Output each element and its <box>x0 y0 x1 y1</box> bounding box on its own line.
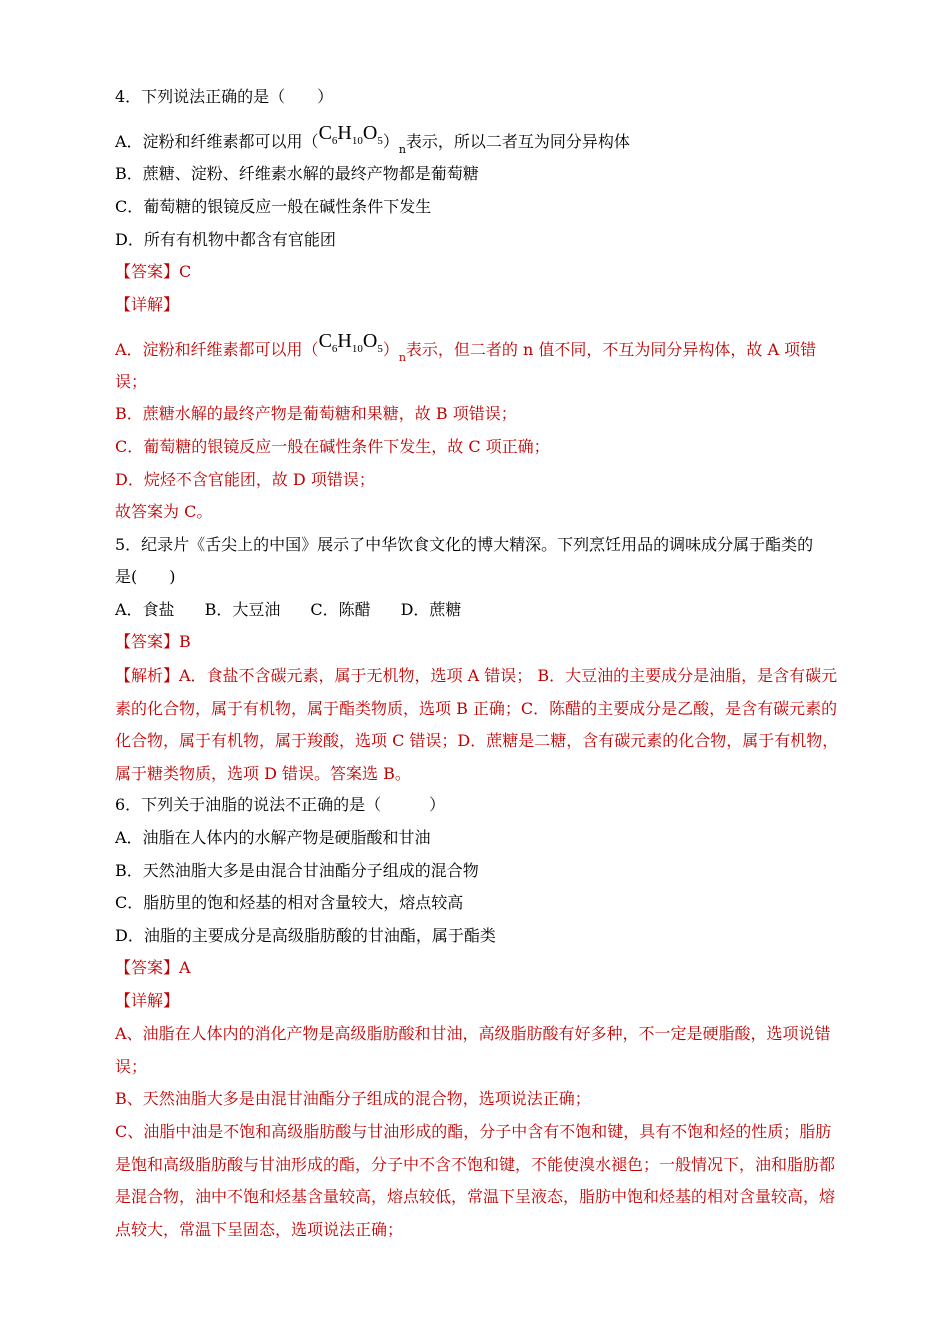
q4-detail-title: 【详解】 <box>115 295 180 314</box>
q4-option-a: A．淀粉和纤维素都可以用$(C_6H_{10}O_5)_n$表示，所以二者互为同分异构体 <box>115 122 630 156</box>
q5-stem-line2: 是( ) <box>115 567 176 586</box>
q5-analysis: 【解析】A．食盐不含碳元素，属于无机物，选项 A 错误； B．大豆油的主要成分是油脂，是含有碳元素的化合物，属于有机物，属于酯类物质，选项 B 正确；C．陈醋的主要成分是乙酸，是含有碳元素的化合物，属于有机物，属于羧酸，选项 C 错误；D．蔗糖是二糖，含有碳元素的化合物，属于有机物，属于糖类物质，选项 D 错误。答案选 B。 <box>115 666 839 783</box>
q4-exp-b: B．蔗糖水解的最终产物是葡萄糖和果糖，故 B 项错误； <box>115 404 517 423</box>
q4-stem: 4．下列说法正确的是（ ） <box>115 87 334 106</box>
q5-option-b: B．大豆油 <box>204 600 281 619</box>
q6-answer: 【答案】A <box>115 958 191 977</box>
q6-stem: 6．下列关于油脂的说法不正确的是（ ） <box>115 795 446 814</box>
q4-exp-d: D．烷烃不含官能团，故 D 项错误； <box>115 470 375 489</box>
formula-c6h10o5: $C_6H_{10}O_5$ <box>318 330 383 355</box>
q4-exp-a-wrap: 误； <box>115 372 148 391</box>
q4-exp-c: C．葡萄糖的银镜反应一般在碱性条件下发生，故 C 项正确； <box>115 437 550 456</box>
q5-options <box>115 599 491 621</box>
q4-option-d: D．所有有机物中都含有官能团 <box>115 230 336 249</box>
q6-exp-a: A、油脂在人体内的消化产物是高级脂肪酸和甘油，高级脂肪酸有好多种，不一定是硬脂酸，选项说错误； <box>115 1024 831 1076</box>
q6-option-d: D．油脂的主要成分是高级脂肪酸的甘油酯，属于酯类 <box>115 926 496 945</box>
q4-exp-a: A．淀粉和纤维素都可以用$(C_6H_{10}O_5)_n$表示，但二者的 n 值不同，不互为同分异构体，故 A 项错 <box>115 330 817 364</box>
q4-answer: 【答案】C <box>115 262 192 281</box>
q6-exp-c: C、油脂中油是不饱和高级脂肪酸与甘油形成的酯，分子中含有不饱和键，具有不饱和烃的性质；脂肪是饱和高级脂肪酸与甘油形成的酯，分子中不含不饱和键，不能使溴水褪色；一般情况下，油和脂肪都是混合物，油中不饱和烃基含量较高，熔点较低，常温下呈液态，脂肪中饱和烃基的相对含量较高，熔点较大，常温下呈固态，选项说法正确； <box>115 1122 836 1239</box>
q5-stem-line1: 5．纪录片《舌尖上的中国》展示了中华饮食文化的博大精深。下列烹饪用品的调味成分属于酯类的 <box>115 535 814 554</box>
q5-answer: 【答案】B <box>115 632 191 651</box>
q5-option-c: C．陈醋 <box>310 600 371 619</box>
q4-option-b: B．蔗糖、淀粉、纤维素水解的最终产物都是葡萄糖 <box>115 164 479 183</box>
q6-exp-b: B、天然油脂大多是由混甘油酯分子组成的混合物，选项说法正确； <box>115 1089 591 1108</box>
q4-option-c: C．葡萄糖的银镜反应一般在碱性条件下发生 <box>115 197 432 216</box>
q5-option-d: D．蔗糖 <box>400 600 462 619</box>
q6-option-b: B．天然油脂大多是由混合甘油酯分子组成的混合物 <box>115 861 479 880</box>
q6-option-c: C．脂肪里的饱和烃基的相对含量较大，熔点较高 <box>115 893 464 912</box>
q6-option-a: A．油脂在人体内的水解产物是硬脂酸和甘油 <box>115 828 431 847</box>
q5-option-a: A．食盐 <box>115 600 175 619</box>
formula-c6h10o5: $C_6H_{10}O_5$ <box>318 122 383 147</box>
q6-detail-title: 【详解】 <box>115 991 180 1010</box>
q4-conclusion: 故答案为 C。 <box>115 502 213 521</box>
